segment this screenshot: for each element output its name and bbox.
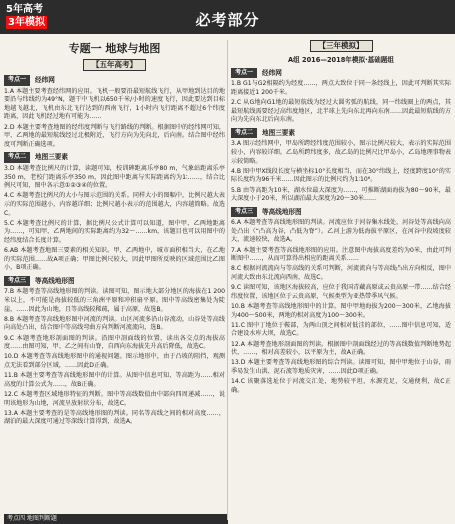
page-header bbox=[0, 0, 455, 34]
answer-paragraph: 14.C 该聚落选址位于河流交汇处，地势较平坦，水源充足，交通便利，故C正确。 bbox=[231, 378, 451, 394]
five-year-banner bbox=[4, 59, 225, 71]
five-year-banner-label: 【五年高考】 bbox=[83, 59, 146, 71]
section-tag: 考点三 bbox=[4, 276, 30, 287]
answer-paragraph: 6.A 本题考查等高线地形图的判读。河流应位于河谷集水线处，河谷处等高线向高处凸出（“凸高为谷，凸低为脊”）。乙河上游为低海拔平原区，在河谷中段坡度较大，流速较快，故选A。 bbox=[231, 219, 451, 244]
answer-paragraph: 1.B G1与G2相隔约为经度……，两点大致位于同一条经线上，因此可判断其实际距离接近1 200千米。 bbox=[231, 80, 451, 96]
answer-paragraph: 6.AB 本题考查地图三要素的相关知识。甲、乙两地中，城市面积相当大，在乙地的实际范围……故A项正确；甲图比例尺较大，因此甲图所反映的区域范围比乙图小，B项正确。 bbox=[4, 247, 225, 272]
answer-paragraph: 12.C 本题考查区域地形特征的判断。图中等高线数值由中部向四周递减……，说明该地形为山地，河流呈放射状分布，故选C。 bbox=[4, 390, 225, 407]
answer-paragraph: 2.D 本题主要考查地图的经纬度判断与飞行路线的判断。根据图中的经纬网可知，甲、乙两地的最短航线经过北极附近，飞行方向为先向北，后向南。结合图中经纬度可判断正确选项。 bbox=[4, 123, 225, 148]
section-name: 等高线地形图 bbox=[35, 276, 75, 285]
right-column bbox=[231, 40, 451, 520]
answer-paragraph: 12.A 本题考查地形剖面图的判读。根据图中剖面线经过的等高线数值判断地势起伏，……，相对高差较小，以平原为主，故A正确。 bbox=[231, 340, 451, 357]
section-name: 地图三要素 bbox=[35, 153, 68, 162]
answer-paragraph: 9.C 本题考查地形剖面图的判读。沿图中剖面线的位置，读出各交点的海拔高度……由图可知，甲、乙之间有山脊，自西向东海拔先升高后降低，故选C。 bbox=[4, 334, 225, 351]
group-title: A组 2016—2018年模拟·基础题组 bbox=[288, 56, 394, 64]
section-name: 经纬网 bbox=[262, 68, 282, 77]
answer-paragraph: 13.D 本题主要考查等高线地形图的综合判读。读图可知，图中甲地位于山谷，雨季易发生山洪、泥石流等地质灾害，……因此D项正确。 bbox=[231, 359, 451, 375]
answer-paragraph: 1.A 本题主要考查经纬网的应用。飞机一般要沿最短航线飞行，从甲地到达目的地要沿与纬线约为49°N，题干中飞机以650千米/小时的速度飞行，因此要达到目标地越飞越北，飞机由东北飞行达到的西南飞行，1小时内飞行距离不超过6个纬度距离，因此飞机经过地有可能为…… bbox=[4, 87, 225, 121]
section-name: 等高线地形图 bbox=[262, 207, 302, 216]
bottom-section-strip: 考点四 地图判断题 bbox=[4, 514, 228, 524]
answer-paragraph: 13.A 本题主要考查的是等高线地形图的判读。同名等高线之间的相对高度……，湖泊的最大深度可通过等深线计算得到，故选A。 bbox=[4, 409, 225, 426]
answer-paragraph: 3.D 本题考查比例尺的计算，读题可知，校训碑距离乐亭80 m，气象站距离乐亭350 m，老校门距离乐亭350 m，因此图中距离与实际距离约为1∶……，结合比例尺可知，图中各示意①②③④的位置。 bbox=[4, 164, 225, 190]
answer-paragraph: 4.C 本题考查比例尺的大小与图示范围的关系。同样大小的图幅中，比例尺越大表示的实际范围越小，内容越详细；比例尺越小表示的范围越大，内容越简略。故选C。 bbox=[4, 192, 225, 217]
three-year-banner bbox=[231, 40, 451, 52]
section-name: 经纬网 bbox=[35, 76, 55, 84]
answer-paragraph: 2.C 从G地向G1地的最短航线为经过大圆劣弧的航线，同一纬线圈上的两点，其最短航线需要经过高纬度地区，北半球上先向东北再向东南……因此最短航线的方向为先向东北后向东南。 bbox=[231, 98, 451, 124]
answer-paragraph: 11.B 本题主要考查等高线地形图中的计算。从图中信息可知，等高距为……相对高度的计算公式为……，故B正确。 bbox=[4, 372, 225, 388]
page-title: 必考部分 bbox=[195, 11, 260, 29]
section-name: 地图三要素 bbox=[262, 128, 295, 137]
section-header bbox=[4, 75, 225, 86]
answer-paragraph: 7.B 本题考查等高线地形图的判读。读图可知，图示地大部分地区的海拔在1 200米以上，不可能是海拔较低的三角洲平原和冲积扇平原。图中等高线密集处为陡崖，……因此为山地，且等高线较稀疏，属于高原，故选B。 bbox=[4, 288, 225, 313]
section-header bbox=[4, 152, 225, 163]
brand-line-1: 5年高考 bbox=[6, 4, 43, 15]
answer-paragraph: 10.B 本题考查等高线地形图中的计算。图中甲地海拔为200～300米，乙地海拔为400～500米，两地的相对高度为100～300米。 bbox=[231, 303, 451, 319]
section-tag: 考点一 bbox=[231, 68, 257, 79]
answer-paragraph: 9.C 读图可知，该地区海拔较高，应位于我国青藏高原或云贵高原一带……结合经纬度位置，该地区位于云贵高原，气候类型为亚热带季风气候。 bbox=[231, 284, 451, 300]
answer-paragraph: 3.A 图示经纬网中，甲岛所跨经纬度范围较小，图示比例尺较大，表示的实际范围较小，内容较详细。乙岛所跨纬度多，故乙岛的比例尺比甲岛小，乙岛地理事物表示较简略。 bbox=[231, 140, 451, 165]
answer-paragraph: 8.C 根据河流流向与等高线的关系可判断，河流流向与等高线凸出方向相反，图中河流大致由东北流向西南，故选C。 bbox=[231, 265, 451, 282]
section-tag: 考点二 bbox=[231, 128, 257, 139]
topic-title: 专题一 地球与地图 bbox=[68, 42, 161, 55]
section-header bbox=[231, 207, 451, 218]
section-header bbox=[4, 276, 225, 287]
section-tag: 考点二 bbox=[4, 152, 30, 163]
answer-paragraph: 7.A 本题主要考查等高线地形图的应用。注意图中海拔高度差约为0米，由此可判断图中……，从而可算得出相应的距离关系…… bbox=[231, 246, 451, 263]
answer-paragraph: 10.D 本题考查等高线地形图中的通视问题。图示地形中，由于凸坡的阻挡，观测点无法看到部分区域，……因此D正确。 bbox=[4, 353, 225, 369]
section-tag: 考点一 bbox=[4, 75, 30, 86]
left-column bbox=[4, 40, 225, 520]
answer-paragraph: 5.B 由等高距为10米，湖水位最大深度为……，可推断湖面海拔为80～90米，最大深度小于20米，所以湖泊最大深度为20～30米…… bbox=[231, 186, 451, 203]
answer-paragraph: 5.C 本题考查比例尺的计算，据比例尺公式计算可以知道，图中甲、乙两地距离为……，可知甲、乙两地间的实际距离约为32～……km，该题目也可以用图中的经纬度结合长度计算。 bbox=[4, 219, 225, 244]
answer-paragraph: 11.C 图中丁地位于鞍部，为两山顶之间相对低洼的部位，……图中信息可知，适合建设水库大坝，故选C。 bbox=[231, 321, 451, 338]
brand-line-2: 3年模拟 bbox=[8, 17, 45, 28]
section-header bbox=[231, 68, 451, 79]
column-divider bbox=[227, 40, 228, 520]
three-year-banner-label: 【三年模拟】 bbox=[310, 40, 373, 52]
section-header bbox=[231, 128, 451, 139]
answer-paragraph: 4.B 图中甲X线段长度与横坐标10°长度相当，而在30°纬线上，经度跨度10°的实际长度约为96千米……因此图示的比例尺约为1∶10⁶。 bbox=[231, 167, 451, 184]
section-tag: 考点三 bbox=[231, 207, 257, 218]
answer-paragraph: 8.B 本题考查等高线地形图中河流的判读。山区河流多沿山谷流动，山谷处等高线向高处凸出，结合图中等高线弯曲方向判断河流流向，选B。 bbox=[4, 315, 225, 332]
